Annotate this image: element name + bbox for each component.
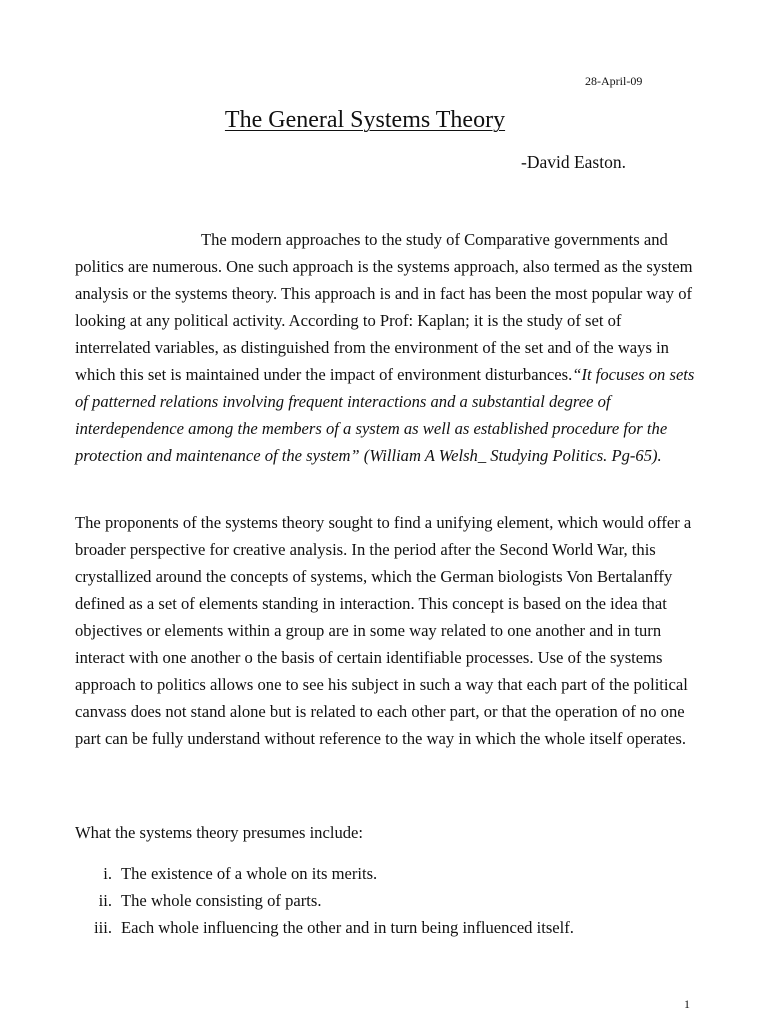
document-title-text: The General Systems Theory: [224, 107, 506, 133]
list-item: [70, 914, 710, 941]
list-item-text: The whole consisting of parts.: [121, 891, 322, 910]
list-item-text: The existence of a whole on its merits.: [121, 864, 378, 883]
paragraph-intro: [75, 226, 695, 469]
document-author: -David Easton.: [521, 152, 626, 172]
paragraph-presumes: What the systems theory presumes include:: [75, 823, 364, 842]
page-number: 1: [684, 997, 690, 1011]
paragraph-proponents: The proponents of the systems theory sought to find a unifying element, which would offer a broader perspective for creative analysis. In the period after the Second World War, this crystallized around the concepts of systems, which the German biologists Von Bertalanffy defined as a set of elements standing in interaction. This concept is based on the idea that objectives or elements within a group are in some way related to one another and in turn interact with one another o the basis of certain identifiable processes. Use of the systems approach to politics allows one to see his subject in such a way that each part of the political canvass does not stand alone but is related to each other part, or that the operation of no one part can be fully understand without reference to the way in which the whole itself operates.: [75, 513, 692, 748]
list-item-number: ii.: [98, 891, 112, 910]
paragraph-intro-text: The modern approaches to the study of Comparative governments and politics are numerous. One such approach is the systems approach, also termed as the system analysis or the systems theory. This approach is and in fact has been the most popular way of looking at any political activity. According to Prof: Kaplan; it is the study of set of interrelated variables, as distinguished from the environment of the set and of the ways in which this set is maintained under the impact of environment disturbances.: [75, 230, 693, 384]
list-item-text: Each whole influencing the other and in turn being influenced itself.: [121, 918, 574, 937]
list-item-number: iii.: [94, 918, 112, 937]
document-title: [0, 104, 730, 136]
document-date: 28-April-09: [585, 74, 643, 88]
list-item: [70, 887, 710, 914]
paragraph-intro-quote: “It focuses on sets of patterned relations involving frequent interactions and a substantial degree of interdependence among the members of a system as well as established procedure for the protection and maintenance of the system” (William A Welsh_ Studying Politics. Pg-65).: [75, 365, 695, 465]
list-item-number: i.: [103, 864, 112, 883]
list-item: [70, 860, 710, 887]
presumptions-list: [70, 860, 710, 941]
